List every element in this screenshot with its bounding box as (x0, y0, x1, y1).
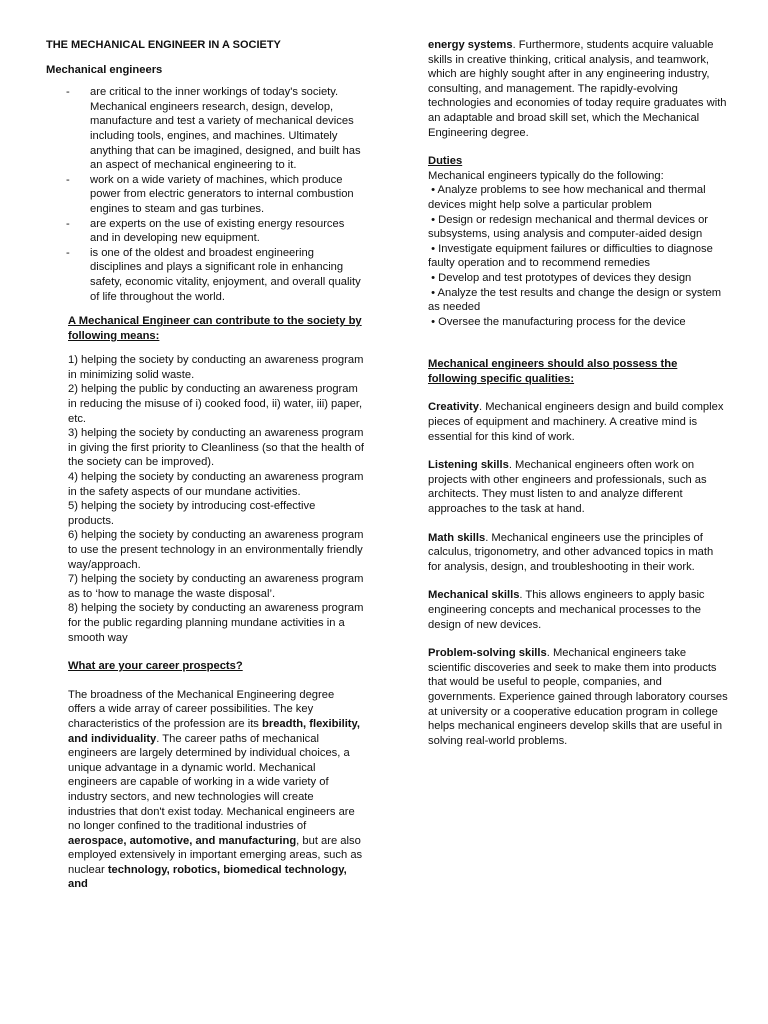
bullet-mark: • (431, 271, 436, 284)
career-bold-text: aerospace, automotive, and manufacturing (68, 834, 297, 847)
bullet-mark: • (431, 213, 436, 226)
duties-list (428, 183, 728, 329)
spacer (428, 386, 728, 400)
means-item: 2) helping the public by conducting an awareness program in reducing the misuse of i) cooked food, ii) water, iii) paper, etc. (68, 383, 363, 425)
list-item (428, 213, 728, 242)
career-text: The broadness of the Mechanical Engineering degree offers a wide array of career possibilities. The key characteristics of the profession are its (68, 688, 335, 730)
list-item (428, 271, 728, 286)
list-item (46, 217, 364, 246)
quality-name: Listening skills (428, 459, 509, 472)
list-item (46, 246, 364, 304)
continued-text: . Furthermore, students acquire valuable skills in creative thinking, critical analysis, and teamwork, which are highly sought after in any engineering industry, consulting, and management. The rapidly-evolving technologies and economies of today require graduates with an adaptable and broad skill set, which the Mechanical Engineering degree. (428, 39, 727, 139)
career-heading: What are your career prospects? (68, 660, 243, 673)
dash-mark: - (66, 173, 70, 186)
list-item-text: Oversee the manufacturing process for the device (438, 315, 686, 328)
list-item (428, 183, 728, 212)
career-paragraph (68, 688, 364, 892)
list-item-text: are experts on the use of existing energy resources and in developing new equipment. (90, 217, 345, 245)
quality-text: . Mechanical engineers often work on projects with other engineers and professionals, such as architects. They must listen to and analyze different approaches to the task at hand. (428, 459, 707, 516)
list-item-text: work on a wide variety of machines, which produce power from electric generators to internal combustion engines to steam and gas turbines. (90, 173, 354, 215)
bullet-mark: • (431, 286, 436, 299)
means-item: 4) helping the society by conducting an awareness program in the safety aspects of our mundane activities. (68, 471, 364, 498)
list-item-text: Develop and test prototypes of devices they design (438, 271, 692, 284)
duties-intro: Mechanical engineers typically do the following: (428, 169, 664, 182)
bullet-mark: • (431, 184, 436, 197)
section-subtitle: Mechanical engineers (46, 63, 163, 76)
right-column (428, 38, 728, 762)
quality-item (428, 646, 728, 748)
quality-text: . Mechanical engineers take scientific discoveries and seek to make them into products that would be useful to people, companies, and governments. Experience gained through laboratory courses at university or a cooperative education program in college helps mechanical engineers develop skills that are useful in solving real-world problems. (428, 647, 728, 747)
list-item-text: Design or redesign mechanical and thermal devices or subsystems, using analysis and computer-aided design (428, 213, 709, 241)
list-item-text: Analyze the test results and change the design or system as needed (428, 286, 722, 314)
career-bold-text: technology, robotics, biomedical technology, and (68, 863, 347, 891)
means-item: 1) helping the society by conducting an awareness program in minimizing solid waste. (68, 354, 364, 381)
quality-name: Mechanical skills (428, 589, 520, 602)
quality-text: . Mechanical engineers design and build complex pieces of equipment and machinery. A creative mind is essential for this kind of work. (428, 401, 724, 443)
quality-name: Problem-solving skills (428, 647, 547, 660)
quality-name: Math skills (428, 531, 486, 544)
spacer (428, 329, 728, 357)
quality-text: . This allows engineers to apply basic engineering concepts and mechanical processes to the design of new devices. (428, 589, 705, 631)
left-column (46, 38, 364, 892)
means-item: 8) helping the society by conducting an awareness program for the public regarding planning mundane activities in a smooth way (68, 602, 364, 644)
list-item (428, 286, 728, 315)
dash-list (46, 85, 364, 304)
list-item (428, 242, 728, 271)
dash-mark: - (66, 86, 70, 99)
quality-name: Creativity (428, 401, 479, 414)
list-item-text: are critical to the inner workings of today's society. Mechanical engineers research, design, develop, manufacture and test a variety of mechanical devices including tools, engines, and machines. Ultimately anything that can be imagined, designed, and built has an aspect of mechanical engineering to it. (90, 86, 361, 172)
means-item: 7) helping the society by conducting an awareness program as to ‘how to manage the waste disposal’. (68, 573, 364, 600)
list-item (46, 85, 364, 173)
bullet-mark: • (431, 315, 436, 328)
career-bold-text: breadth, flexibility, and individuality (68, 717, 361, 745)
quality-item (428, 458, 728, 516)
means-item: 5) helping the society by introducing cost-effective products. (68, 500, 316, 527)
list-item-text: Analyze problems to see how mechanical and thermal devices might help solve a particular problem (428, 184, 706, 211)
means-item: 6) helping the society by conducting an awareness program to use the present technology in an environmentally friendly way/approach. (68, 529, 364, 571)
spacer (428, 140, 728, 154)
quality-item (428, 588, 728, 632)
means-heading: A Mechanical Engineer can contribute to the society by following means: (68, 315, 362, 342)
list-item (428, 315, 728, 330)
quality-text: . Mechanical engineers use the principles of calculus, trigonometry, and other advanced topics in math for analysis, design, and troubleshooting in their work. (428, 531, 714, 573)
list-item (46, 173, 364, 217)
dash-mark: - (66, 246, 70, 259)
means-list (68, 353, 364, 645)
bullet-mark: • (431, 242, 436, 255)
continued-paragraph (428, 38, 728, 140)
list-item-text: is one of the oldest and broadest engineering disciplines and plays a significant role in enhancing safety, economic vitality, enjoyment, and overall quality of life throughout the world. (90, 246, 361, 303)
quality-item (428, 531, 728, 575)
means-item: 3) helping the society by conducting an awareness program in giving the first priority to Cleanliness (so that the health of the society can be improved). (68, 427, 364, 469)
list-item-text: Investigate equipment failures or difficulties to diagnose faulty operation and to recommend remedies (428, 242, 713, 270)
career-text: . The career paths of mechanical engineers are largely determined by individual choices, a unique advantage in a dynamic world. Mechanical engineers are capable of working in a wide variety of industry sectors, and new technologies will create industries that don't exist today. Mechanical engineers are no longer confined to the traditional industries of (68, 732, 355, 833)
continued-bold-text: energy systems (428, 39, 513, 51)
duties-heading: Duties (428, 155, 463, 168)
page-title: THE MECHANICAL ENGINEER IN A SOCIETY (46, 39, 281, 51)
qualities-heading: Mechanical engineers should also possess the following specific qualities: (428, 358, 678, 385)
dash-mark: - (66, 217, 70, 230)
career-text: , but are also employed extensively in important emerging areas, such as nuclear (68, 834, 363, 876)
quality-item (428, 400, 728, 444)
